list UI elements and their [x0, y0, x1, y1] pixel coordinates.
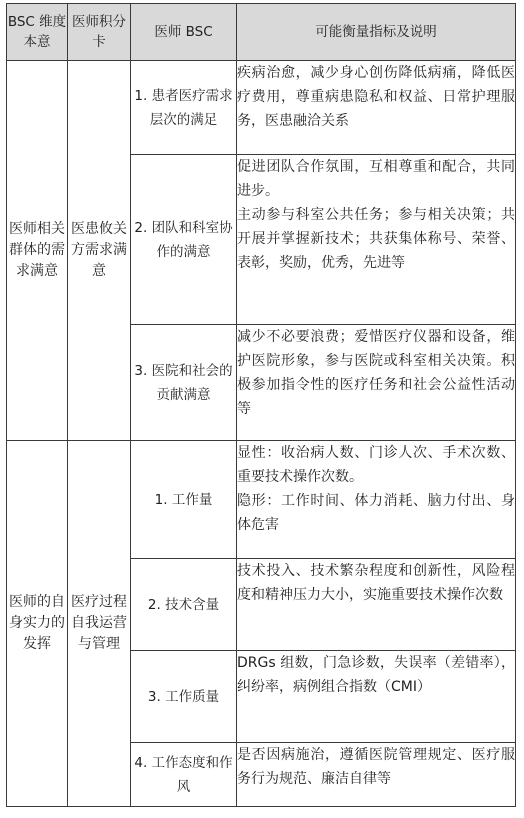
indicator-text: DRGs 组数，门急诊数，失误率（差错率），纠纷率，病例组合指数（CMI） [237, 655, 515, 695]
dimension-cell: 医师相关群体的需求满意 [7, 61, 68, 441]
header-bsc-dimension: BSC 维度本意 [7, 4, 68, 61]
indicator-cell [237, 651, 516, 743]
indicator-text: 显性：收治病人数、门诊人次、手术次数、重要技术操作次数。 [237, 445, 515, 485]
indicator-cell [237, 743, 516, 807]
indicator-cell [237, 441, 516, 559]
indicator-cell [237, 559, 516, 651]
indicator-text: 疾病治愈，减少身心创伤降低病痛，降低医疗费用，尊重病患隐私和权益、日常护理服务，医患融洽关系 [237, 65, 515, 129]
table-row [7, 441, 516, 559]
bsc-item-cell: 4. 工作态度和作风 [131, 743, 237, 807]
bsc-item-cell: 2. 技术含量 [131, 559, 237, 651]
bsc-item-cell: 3. 工作质量 [131, 651, 237, 743]
indicator-cell [237, 155, 516, 325]
indicator-text: 减少不必要浪费；爱惜医疗仪器和设备，维护医院形象，参与医院或科室相关决策。积极参加指令性的医疗任务和社会公益性活动等 [237, 329, 515, 417]
indicator-text: 促进团队合作氛围，互相尊重和配合，共同进步。 [237, 159, 515, 199]
bsc-table [6, 3, 516, 807]
indicator-text: 是否因病施治，遵循医院管理规定、医疗服务行为规范、廉洁自律等 [237, 747, 515, 787]
bsc-item-cell: 3. 医院和社会的贡献满意 [131, 325, 237, 441]
header-physician-scorecard: 医师积分卡 [68, 4, 131, 61]
bsc-item-cell: 2. 团队和科室协作的满意 [131, 155, 237, 325]
header-indicators: 可能衡量指标及说明 [237, 4, 516, 61]
bsc-item-cell: 1. 工作量 [131, 441, 237, 559]
indicator-text: 主动参与科室公共任务；参与相关决策；共开展并掌握新技术；共获集体称号、荣誉、表彰，奖励，优秀，先进等 [237, 207, 515, 271]
indicator-cell [237, 61, 516, 155]
indicator-text: 隐形：工作时间、体力消耗、脑力付出、身体危害 [237, 493, 515, 533]
table-row [7, 61, 516, 155]
table-header-row [7, 4, 516, 61]
indicator-text: 技术投入、技术繁杂程度和创新性，风险程度和精神压力大小，实施重要技术操作次数 [237, 563, 515, 603]
scorecard-cell: 医患攸关方需求满意 [68, 61, 131, 441]
scorecard-cell: 医疗过程自我运营与管理 [68, 441, 131, 807]
bsc-item-cell: 1. 患者医疗需求层次的满足 [131, 61, 237, 155]
header-physician-bsc: 医师 BSC [131, 4, 237, 61]
dimension-cell: 医师的自身实力的发挥 [7, 441, 68, 807]
indicator-cell [237, 325, 516, 441]
